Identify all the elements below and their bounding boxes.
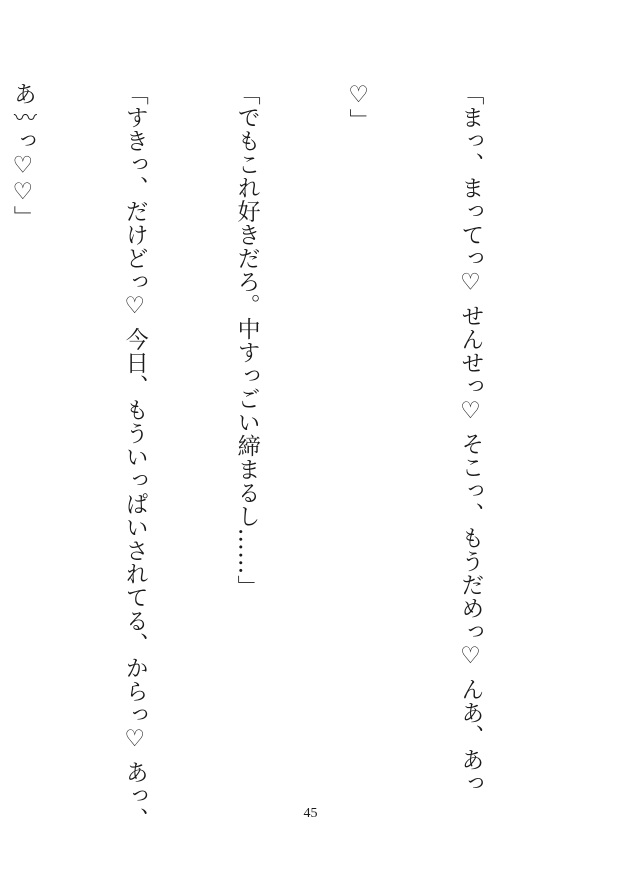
text-line: 「でもこれ好きだろ。中すっごい締まるし……」 xyxy=(233,82,260,599)
text-line: あ〰っ♡♡」 xyxy=(9,82,36,229)
text-line: ♡」 xyxy=(345,82,372,132)
page-number: 45 xyxy=(303,806,318,821)
text-line: 「すきっ、だけどっ♡ 今日、もういっぱいされてる、からっ♡ あっ、 xyxy=(121,82,148,831)
text-line: 「まっ、まってっ♡ せんせっ♡ そこっ、もうだめっ♡ んあ、あっ xyxy=(457,82,484,795)
